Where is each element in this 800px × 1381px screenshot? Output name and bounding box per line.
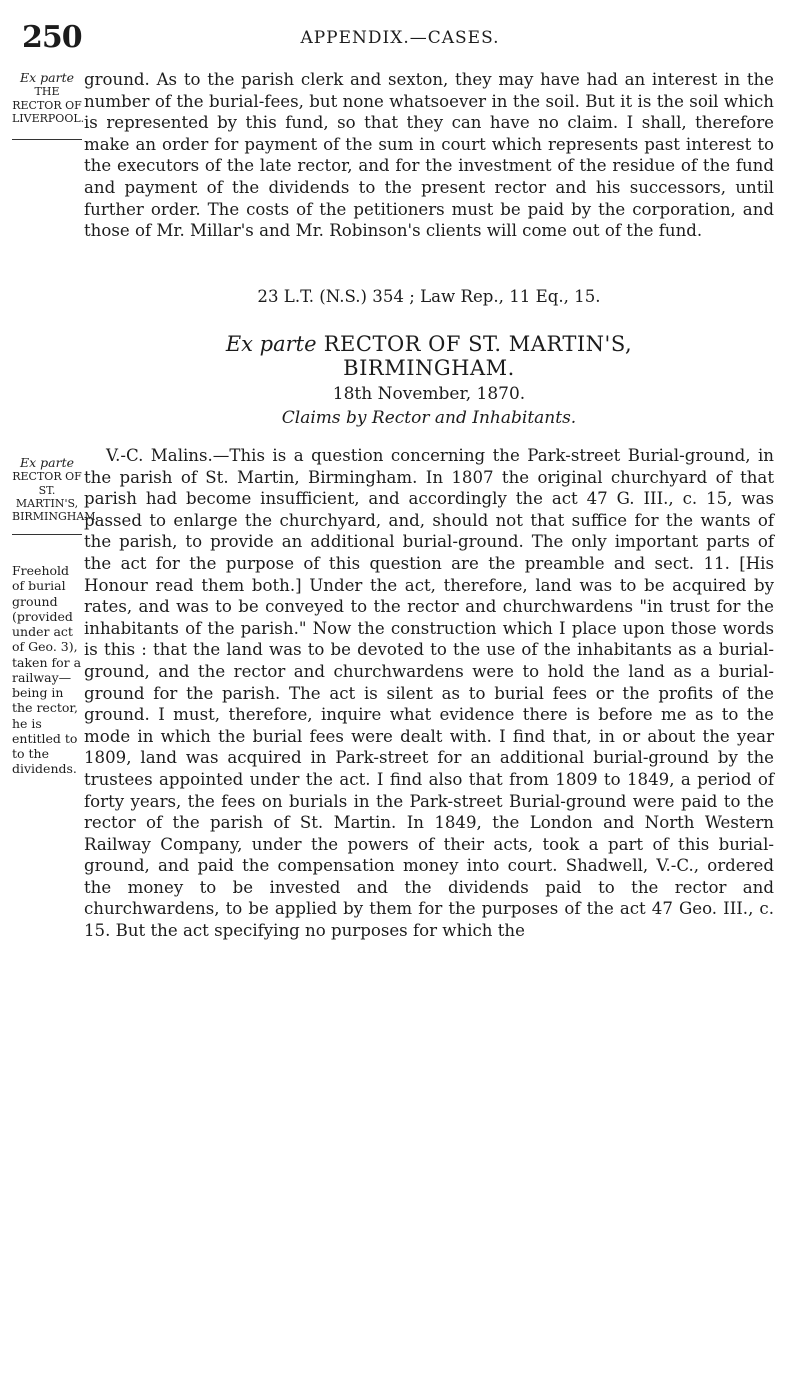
- case-paragraph: V.-C. Malins.—This is a question concerning the Park-street Burial-ground, in the parish of St. Martin, Birmingham. In 1807 the original churchyard of that parish had become insufficient, and accordingly the act 47 G. III., c. 15, was passed to enlarge the churchyard, and, should not that suffice for the wants of the parish, to provide an additional burial-ground. The only important parts of the act for the purpose of this question are the preamble and sect. 11. [His Honour read them both.] Under the act, therefore, land was to be acquired by rates, and was to be conveyed to the rector and churchwardens "in trust for the inhabitants of the parish." Now the construction which I place upon those words is this : that the land was to be devoted to the use of the inhabitants as a burial-ground, and the rector and churchwardens were to hold the land as a burial-ground for the parish. The act is silent as to burial fees or the profits of the ground. I must, therefore, inquire what evidence there is before me as to the mode in which the burial fees were dealt with. I find that, in or about the year 1809, land was acquired in Park-street for an additional burial-ground by the trustees appointed under the act. I find also that from 1809 to 1849, a period of forty years, the fees on burials in the Park-street Burial-ground were paid to the rector of the parish of St. Martin. In 1849, the London and North Western Railway Company, under the powers of their acts, took a part of this burial-ground, and paid the compensation money into court. Shadwell, V.-C., ordered the money to be invested and the dividends paid to the rector and churchwardens, to be applied by them for the purposes of the act 47 Geo. III., c. 15. But the act specifying no purposes for which the: [84, 446, 774, 941]
- margin-note-title: THE RECTOR OF LIVERPOOL.: [12, 85, 85, 126]
- case-title: [84, 332, 774, 380]
- margin-note-previous-case: [12, 70, 85, 140]
- page-header: [0, 20, 800, 55]
- case-claims: Claims by Rector and Inhabitants.: [281, 408, 577, 428]
- margin-note-case-name: RECTOR OF ST. MARTIN'S, BIRMINGHAM.: [12, 470, 100, 524]
- margin-note-holding: Freehold of burial ground (provided under act of Geo. 3), taken for a railway—being in the rector, he is entitled to to the dividends.: [12, 563, 82, 777]
- page-number: 250: [22, 20, 82, 55]
- margin-note-case-italic: Ex parte: [20, 455, 74, 470]
- previous-case-paragraph: ground. As to the parish clerk and sexton, they may have had an interest in the number of the burial-fees, but none whatsoever in the soil. But it is the soil which is represented by this fund, so that they can have no claim. I shall, therefore make an order for payment of the sum in court which represents past interest to the executors of the late rector, and for the investment of the residue of the fund and payment of the dividends to the present rector and his successors, until further order. The costs of the petitioners must be paid by the corporation, and those of Mr. Millar's and Mr. Robinson's clients will come out of the fund.: [84, 70, 774, 241]
- previous-case-citation: 23 L.T. (N.S.) 354 ; Law Rep., 11 Eq., 15.: [257, 287, 601, 306]
- case-date: 18th November, 1870.: [332, 384, 526, 404]
- running-title: APPENDIX.—CASES.: [300, 28, 500, 48]
- case-title-italic: Ex parte: [225, 332, 317, 356]
- case-title-line2: BIRMINGHAM.: [343, 356, 515, 380]
- previous-case-body: [84, 69, 774, 242]
- margin-note-case-title: [12, 455, 100, 535]
- margin-divider: [12, 534, 82, 535]
- case-title-line1: RECTOR OF ST. MARTIN'S,: [323, 332, 633, 356]
- case-body: [84, 445, 774, 942]
- margin-note-italic: Ex parte: [20, 70, 74, 85]
- margin-divider: [12, 139, 82, 140]
